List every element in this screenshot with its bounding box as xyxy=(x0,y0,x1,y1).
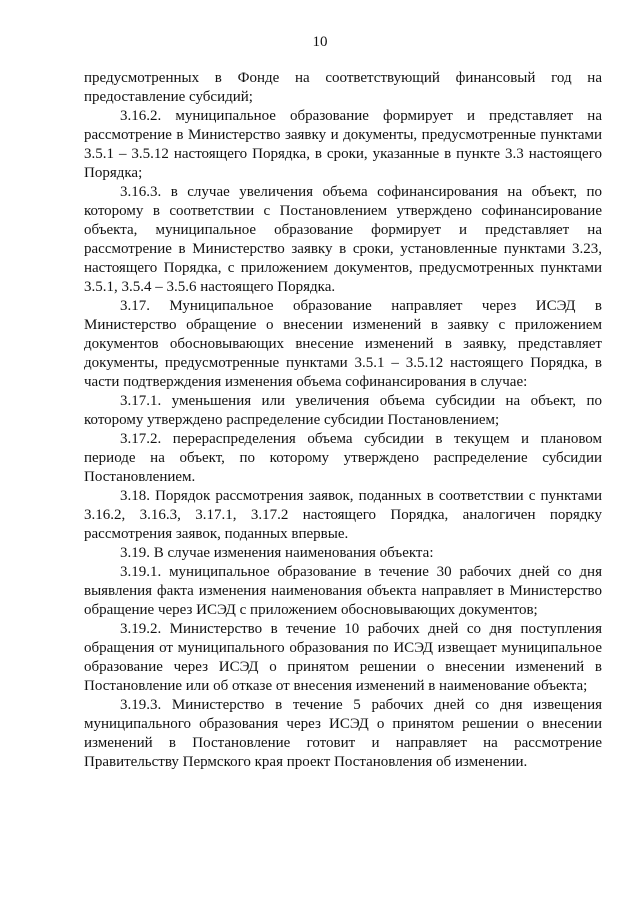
paragraph-continuation: предусмотренных в Фонде на соответствующий финансовый год на предоставление субсидий; xyxy=(84,70,602,105)
paragraph-3-19-2: 3.19.2. Министерство в течение 10 рабочих дней со дня поступления обращения от муниципального образования по ИСЭД извещает муниципальное образование через ИСЭД о принятом решении о внесении изменений в Постановление или об отказе от внесения изменений в наименование объекта; xyxy=(84,621,602,694)
paragraph-3-19: 3.19. В случае изменения наименования объекта: xyxy=(120,545,434,561)
paragraph-3-19-1: 3.19.1. муниципальное образование в течение 30 рабочих дней со дня выявления факта изменения наименования объекта направляет в Министерство обращение через ИСЭД с приложением обосновывающих документов; xyxy=(84,564,602,618)
paragraph-3-16-3: 3.16.3. в случае увеличения объема софинансирования на объект, по которому в соответствии с Постановлением утверждено софинансирование объекта, муниципальное образование формирует и представляет на рассмотрение в Министерство заявку в сроки, установленные пунктами 3.23, настоящего Порядка, с приложением документов, предусмотренных пунктами 3.5.1, 3.5.4 – 3.5.6 настоящего Порядка. xyxy=(84,184,602,295)
paragraph-3-17-2: 3.17.2. перераспределения объема субсидии в текущем и плановом периоде на объект, по которому утверждено распределение субсидии Постановлением. xyxy=(84,431,602,485)
paragraph-3-19-3: 3.19.3. Министерство в течение 5 рабочих дней со дня извещения муниципального образования через ИСЭД о принятом решении о внесении изменений в Постановление готовит и направляет на рассмотрение Правительству Пермского края проект Постановления об изменении. xyxy=(84,697,602,770)
paragraph-3-18: 3.18. Порядок рассмотрения заявок, поданных в соответствии с пунктами 3.16.2, 3.16.3, 3.17.1, 3.17.2 настоящего Порядка, аналогичен порядку рассмотрения заявок, поданных впервые. xyxy=(84,488,602,542)
paragraph-3-16-2: 3.16.2. муниципальное образование формирует и представляет на рассмотрение в Министерство заявку и документы, предусмотренные пунктами 3.5.1 – 3.5.12 настоящего Порядка, в сроки, указанные в пункте 3.3 настоящего Порядка; xyxy=(84,108,602,181)
paragraph-3-17: 3.17. Муниципальное образование направляет через ИСЭД в Министерство обращение о внесении изменений в заявку с приложением документов обосновывающих внесение изменений в заявку, представляет документы, предусмотренные пунктами 3.5.1 – 3.5.12 настоящего Порядка, в части подтверждения изменения объема софинансирования в случае: xyxy=(84,298,602,390)
document-body xyxy=(84,69,602,772)
paragraph-3-17-1: 3.17.1. уменьшения или увеличения объема субсидии на объект, по которому утверждено распределение субсидии Постановлением; xyxy=(84,393,602,428)
page-number: 10 xyxy=(312,34,328,50)
